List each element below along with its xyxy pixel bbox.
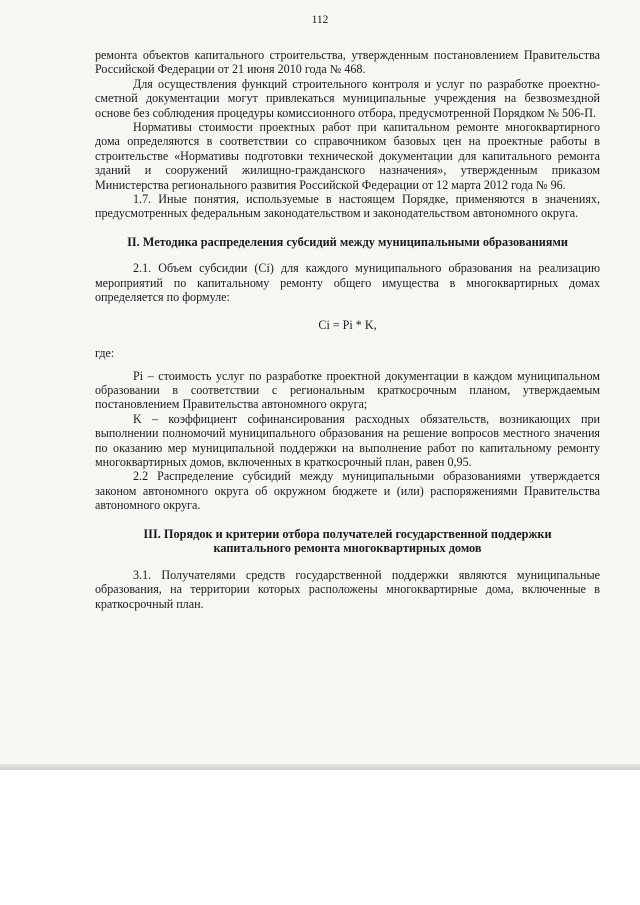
paragraph-cost-norms: Нормативы стоимости проектных работ при капитальном ремонте многоквартирного дома определяются в соответствии со справочником базовых цен на проектные работы в строительстве «Нормативы подготовки технической документации для капитального ремонта зданий и сооружений жилищно-гражданского назначения», утвержденным приказом Министерства регионального развития Российской Федерации от 12 марта 2012 года № 96. [95, 120, 600, 192]
paragraph-3-1: 3.1. Получателями средств государственной поддержки являются муниципальные образования, на территории которых расположены многоквартирные дома, включенные в краткосрочный план. [95, 567, 600, 611]
section-3-heading: III. Порядок и критерии отбора получателей государственной поддержки капитального ремонта многоквартирных домов [143, 526, 552, 556]
paragraph-2-2: 2.2 Распределение субсидий между муниципальными образованиями утверждается законом автономного округа об окружном бюджете и (или) распоряжениями Правительства автономного округа. [95, 469, 600, 513]
paragraph-continuation: ремонта объектов капитального строительства, утвержденным постановлением Правительства Российской Федерации от 21 июня 2010 года № 468. [95, 48, 600, 77]
page-number: 112 [311, 14, 329, 26]
formula: Ci = Pi * K, [318, 317, 377, 332]
definition-k: K – коэффициент софинансирования расходных обязательств, возникающих при выполнении полномочий муниципального образования на решение вопросов местного значения по оказанию мер муниципальной поддержки на выполнение работ по капитальному ремонту многоквартирных домов, включенных в краткосрочный план, равен 0,95. [95, 411, 600, 469]
paragraph-construction-control: Для осуществления функций строительного контроля и услуг по разработке проектно-сметной документации могут привлекаться муниципальные учреждения на безвозмездной основе без соблюдения процедуры комиссионного отбора, предусмотренной Порядком № 506-П. [95, 76, 600, 120]
paragraph-1-7: 1.7. Иные понятия, используемые в настоящем Порядке, применяются в значениях, предусмотренных федеральным законодательством и законодательством автономного округа. [95, 192, 600, 221]
section-2-heading: II. Методика распределения субсидий между муниципальными образованиями [127, 234, 568, 249]
definition-pi: Pi – стоимость услуг по разработке проектной документации в каждом муниципальном образовании в соответствии с региональным краткосрочным планом, утверждаемым постановлением Правительства автономного округа; [95, 368, 600, 412]
where-label: где: [95, 346, 115, 361]
page-body [95, 48, 600, 611]
paragraph-2-1: 2.1. Объем субсидии (Ci) для каждого муниципального образования на реализацию мероприятий по капитальному ремонту общего имущества в многоквартирных домах определяется по формуле: [95, 261, 600, 305]
